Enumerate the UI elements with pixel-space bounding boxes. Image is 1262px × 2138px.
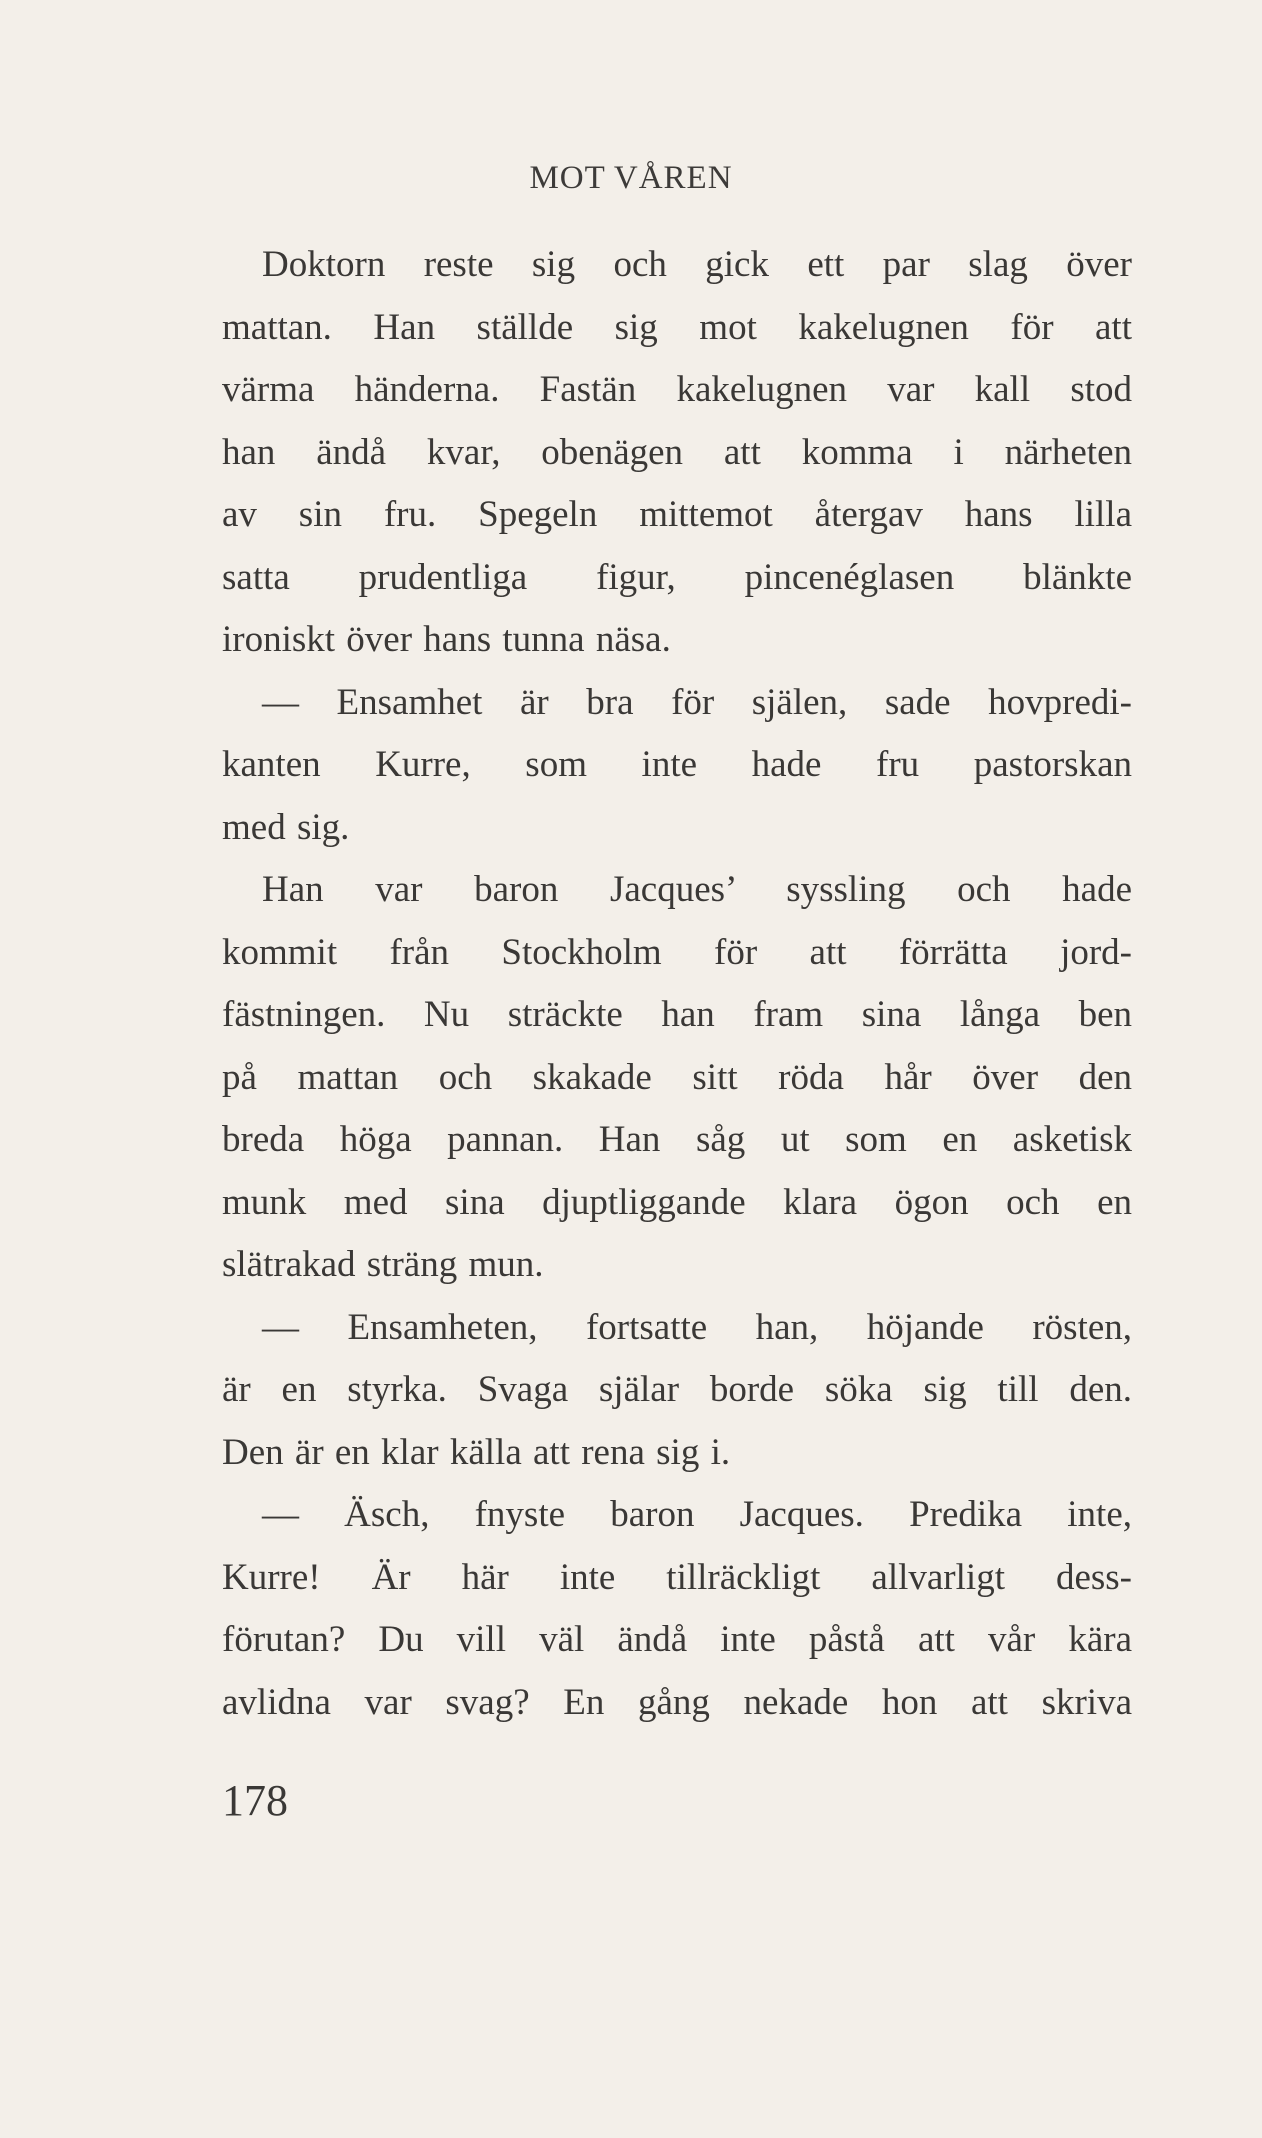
text-line-8: — Ensamhet är bra för själen, sade hovpredi- — [262, 681, 1132, 723]
body-text — [222, 234, 1132, 1734]
text-line-19: är en styrka. Svaga själar borde söka sig till den. — [222, 1369, 1132, 1410]
text-line-12: kommit från Stockholm för att förrätta jord- — [222, 931, 1132, 973]
text-line-3: värma händerna. Fastän kakelugnen var kall stod — [222, 369, 1132, 410]
text-line-16: munk med sina djuptliggande klara ögon och en — [222, 1181, 1132, 1223]
text-line-18: — Ensamheten, fortsatte han, höjande rösten, — [262, 1306, 1132, 1348]
running-head: MOT VÅREN — [529, 160, 733, 196]
text-line-21: — Äsch, fnyste baron Jacques. Predika inte, — [262, 1494, 1132, 1535]
text-line-5: av sin fru. Spegeln mittemot återgav hans lilla — [222, 494, 1132, 535]
text-line-7: ironiskt över hans tunna näsa. — [222, 619, 671, 660]
text-line-23: förutan? Du vill väl ändå inte påstå att vår kära — [222, 1619, 1132, 1660]
text-line-9: kanten Kurre, som inte hade fru pastorskan — [222, 744, 1132, 785]
text-line-17: slätrakad sträng mun. — [222, 1244, 544, 1285]
text-line-11: Han var baron Jacques’ syssling och hade — [262, 869, 1132, 910]
text-line-13: fästningen. Nu sträckte han fram sina långa ben — [222, 994, 1132, 1035]
text-line-10: med sig. — [222, 806, 350, 848]
page-number: 178 — [222, 1776, 288, 1825]
text-line-6: satta prudentliga figur, pincenéglasen blänkte — [222, 556, 1132, 598]
text-line-1: Doktorn reste sig och gick ett par slag över — [262, 244, 1132, 285]
text-line-14: på mattan och skakade sitt röda hår över den — [222, 1056, 1132, 1098]
text-line-22: Kurre! Är här inte tillräckligt allvarligt dess- — [222, 1556, 1132, 1598]
text-line-24: avlidna var svag? En gång nekade hon att skriva — [222, 1681, 1132, 1723]
text-line-4: han ändå kvar, obenägen att komma i närheten — [222, 431, 1132, 473]
text-line-2: mattan. Han ställde sig mot kakelugnen för att — [222, 306, 1132, 348]
text-line-15: breda höga pannan. Han såg ut som en asketisk — [222, 1119, 1132, 1160]
text-line-20: Den är en klar källa att rena sig i. — [222, 1431, 731, 1473]
